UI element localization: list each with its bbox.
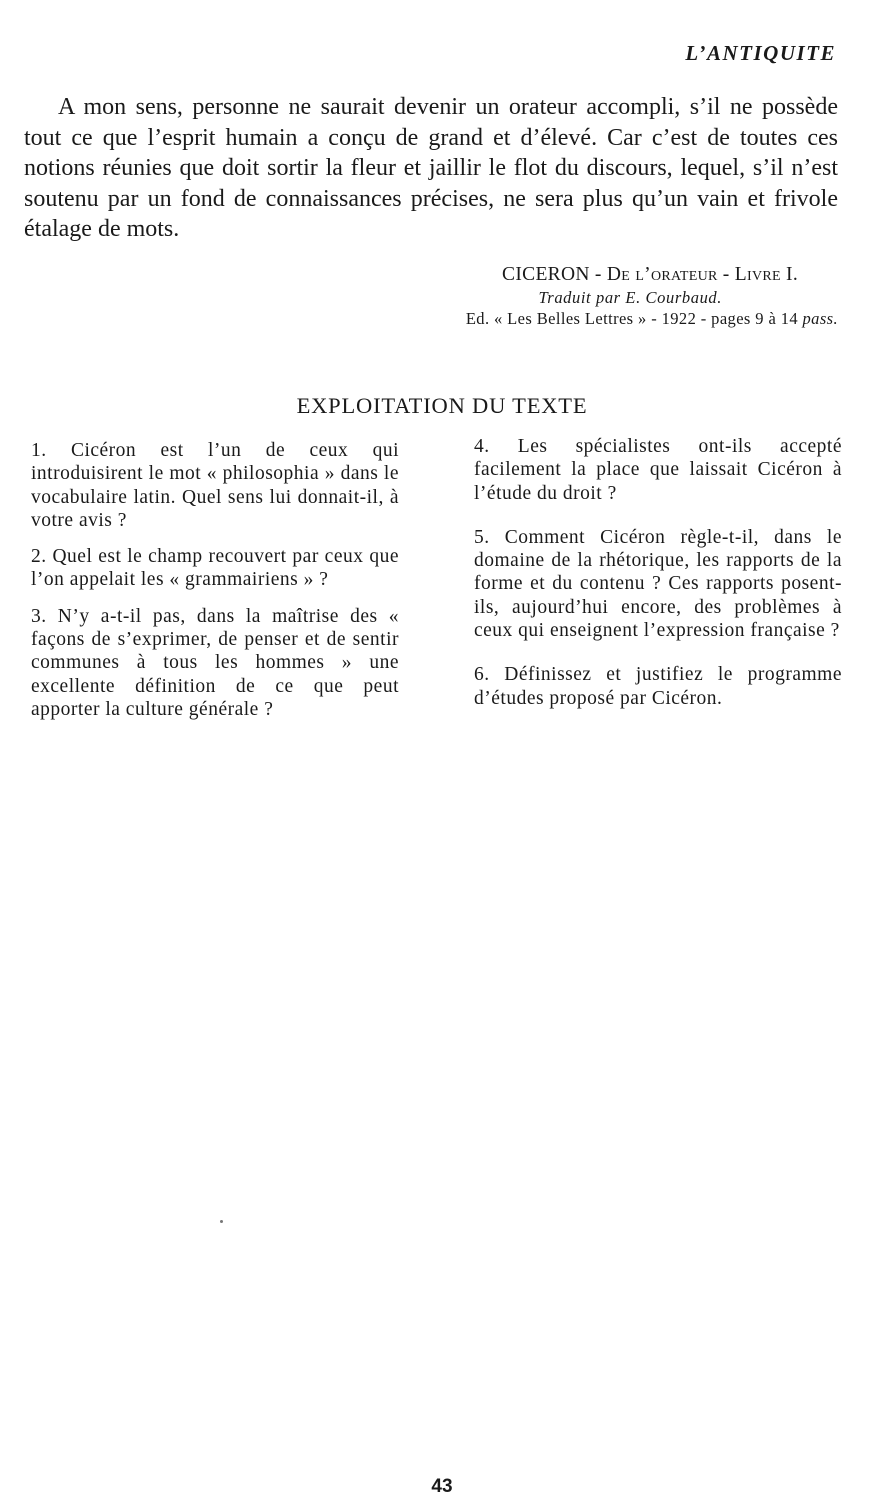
attribution-edition: Ed. « Les Belles Lettres » - 1922 - pages 9 à 14 pass. [465, 309, 838, 328]
attribution-source: CICERON - De l’orateur - Livre I. [502, 264, 798, 285]
page-number: 43 [431, 1476, 453, 1497]
attribution-translation: Traduit par E. Courbaud. [538, 288, 722, 307]
attribution-edition-note: pass. [802, 309, 838, 328]
questions-right-column [474, 435, 842, 731]
print-speck [220, 1220, 223, 1223]
questions-left-column [31, 439, 399, 734]
quote-paragraph: A mon sens, personne ne saurait devenir un orateur accompli, s’il ne possède tout ce que l’esprit humain a conçu de grand et d’élevé. Car c’est de toutes ces notions réunies que doit sortir la fleur et jaillir le flot du discours, lequel, s’il n’est soutenu par un fond de connaissances précises, ne sera plus qu’un vain et frivole étalage de mots. [24, 94, 838, 243]
section-title: EXPLOITATION DU TEXTE [296, 393, 588, 418]
attribution [466, 262, 838, 330]
question-6: 6. Définissez et justifiez le programme d’études proposé par Cicéron. [474, 664, 842, 709]
question-3: 3. N’y a-t-il pas, dans la maîtrise des « façons de s’exprimer, de penser et de sentir communes à tous les hommes » une excellente définition de ce que peut apporter la culture générale ? [31, 605, 399, 720]
attribution-work: De l’orateur [606, 264, 718, 285]
attribution-author: CICERON [502, 264, 590, 285]
question-4: 4. Les spécialistes ont-ils accepté facilement la place que laissait Cicéron à l’étude du droit ? [474, 436, 842, 504]
question-1: 1. Cicéron est l’un de ceux qui introduisirent le mot « philosophia » dans le vocabulaire latin. Quel sens lui donnait-il, à votre avis ? [31, 440, 399, 531]
question-2: 2. Quel est le champ recouvert par ceux que l’on appelait les « grammairiens » ? [31, 546, 399, 591]
attribution-book: Livre I. [734, 264, 798, 285]
question-5: 5. Comment Cicéron règle-t-il, dans le domaine de la rhétorique, les rapports de la forme et du contenu ? Ces rapports posent-ils, aujourd’hui encore, des problèmes à ceux qui enseignent l’expression française ? [474, 526, 842, 642]
running-head: L’ANTIQUITE [685, 41, 836, 65]
